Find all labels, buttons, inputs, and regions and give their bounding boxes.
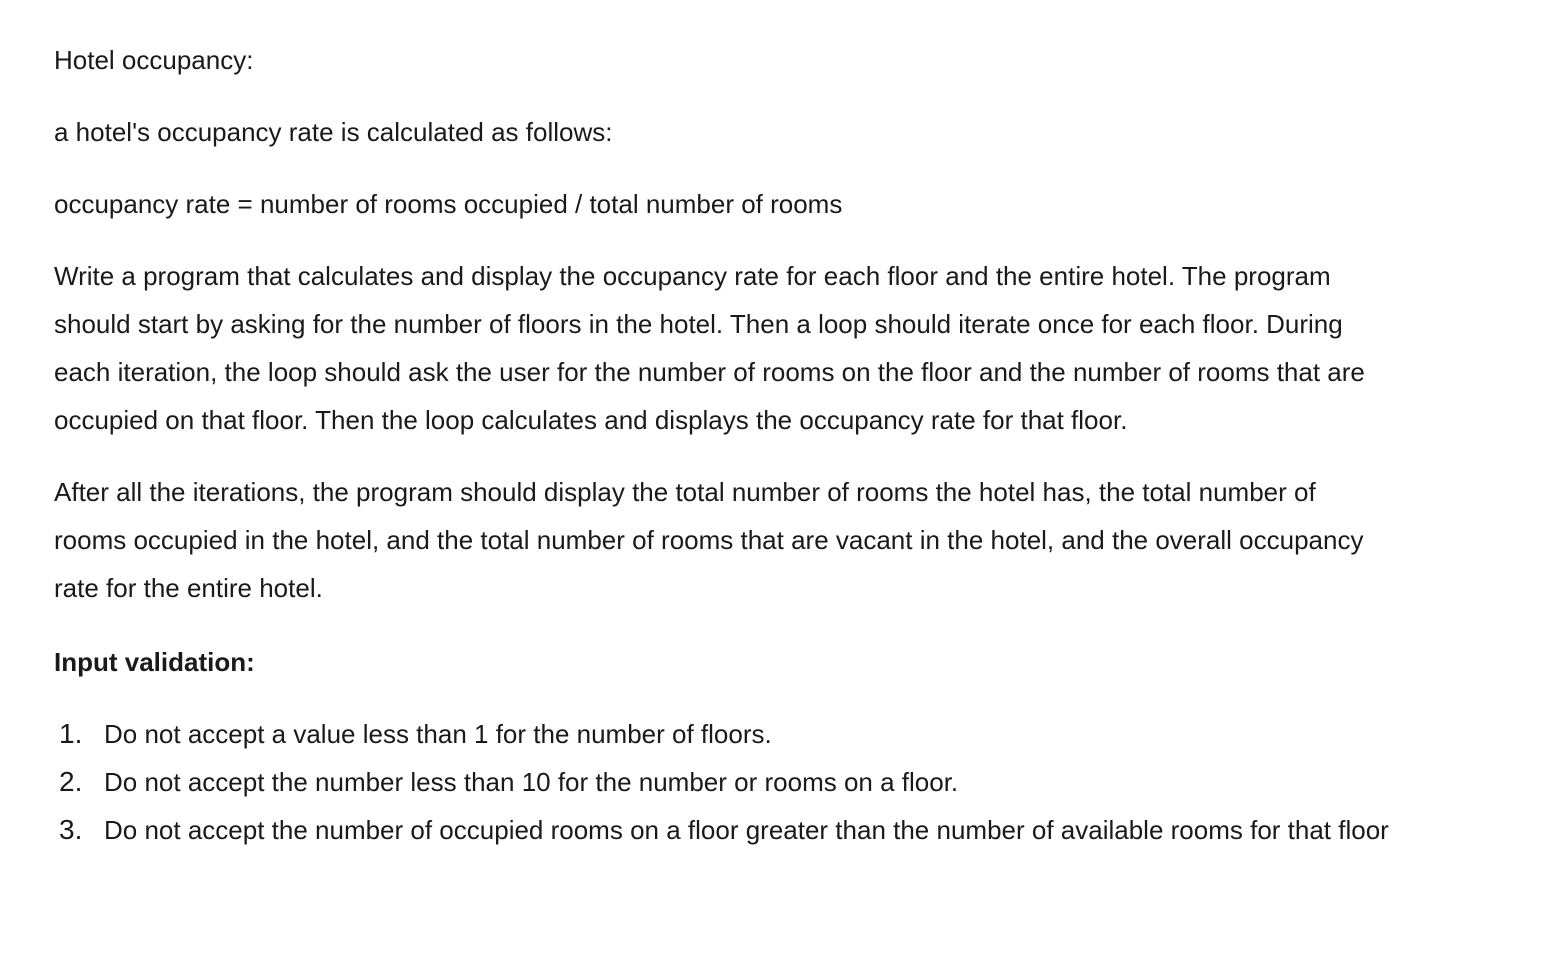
list-item-number: 2.	[59, 766, 83, 797]
summary-paragraph: After all the iterations, the program should display the total number of rooms the hotel has, the total number of rooms occupied in the hotel, and the total number of rooms that are vacant in the hotel, and the overall occupancy rate for the entire hotel.	[54, 477, 1364, 603]
validation-list	[54, 710, 1394, 854]
formula-text: occupancy rate = number of rooms occupied / total number of rooms	[54, 189, 843, 219]
list-item	[54, 758, 1394, 806]
list-item-number: 3.	[59, 814, 83, 845]
list-item	[54, 710, 1394, 758]
document-title: Hotel occupancy:	[54, 45, 254, 75]
intro-text: a hotel's occupancy rate is calculated as follows:	[54, 117, 613, 147]
list-item-text: Do not accept the number less than 10 for the number or rooms on a floor.	[104, 767, 959, 797]
list-item-number: 1.	[59, 718, 83, 749]
list-item	[54, 806, 1394, 854]
list-item-text: Do not accept a value less than 1 for the number of floors.	[104, 719, 772, 749]
instructions-paragraph: Write a program that calculates and display the occupancy rate for each floor and the entire hotel. The program should start by asking for the number of floors in the hotel. Then a loop should iterate once for each floor. During each iteration, the loop should ask the user for the number of rooms on the floor and the number of rooms that are occupied on that floor. Then the loop calculates and displays the occupancy rate for that floor.	[54, 261, 1365, 435]
validation-heading: Input validation:	[54, 647, 255, 677]
list-item-text: Do not accept the number of occupied rooms on a floor greater than the number of available rooms for that floor	[104, 815, 1389, 845]
document-body	[54, 40, 1394, 854]
